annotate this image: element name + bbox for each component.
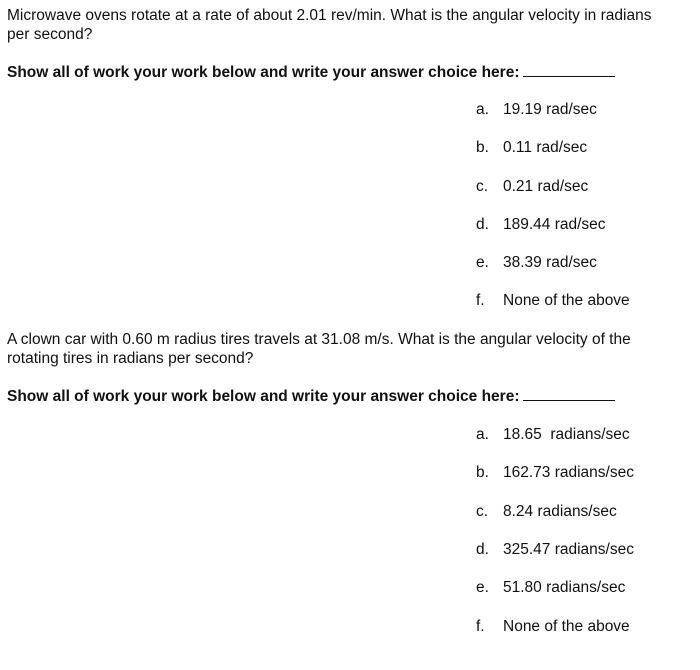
choice-letter: f.: [476, 292, 485, 309]
choice-letter: c.: [476, 503, 489, 520]
question-2-choice-d: [476, 541, 634, 559]
choice-text: 325.47 radians/sec: [503, 541, 634, 558]
choice-text: 0.21 rad/sec: [503, 178, 589, 195]
question-2-choice-f: [476, 618, 630, 636]
choice-text: 51.80 radians/sec: [503, 579, 626, 596]
question-2-prompt: A clown car with 0.60 m radius tires travels at 31.08 m/s. What is the angular velocity of the rotating tires in radians per second?: [7, 331, 631, 367]
choice-letter: e.: [476, 254, 489, 271]
choice-letter: b.: [476, 464, 489, 481]
question-2-choice-a: [476, 426, 630, 444]
choice-letter: c.: [476, 178, 489, 195]
question-2-choice-e: [476, 579, 625, 597]
choice-letter: f.: [476, 618, 485, 635]
question-1-choice-a: [476, 101, 597, 119]
choice-text: 8.24 radians/sec: [503, 503, 617, 520]
question-2-instruction: [7, 388, 615, 406]
question-1-choice-b: [476, 139, 587, 157]
choice-letter: b.: [476, 139, 489, 156]
choice-text: None of the above: [503, 618, 630, 635]
question-1-answer-blank[interactable]: [523, 64, 615, 77]
question-1-choice-e: [476, 254, 597, 272]
choice-text: 0.11 rad/sec: [503, 139, 588, 156]
choice-text: 38.39 rad/sec: [503, 254, 597, 271]
choice-text: 19.19 rad/sec: [503, 101, 597, 118]
question-1-prompt: Microwave ovens rotate at a rate of about 2.01 rev/min. What is the angular velocity in radians per second?: [7, 7, 652, 43]
question-1-choice-d: [476, 216, 606, 234]
choice-letter: a.: [476, 426, 489, 443]
choice-text: 18.65 radians/sec: [503, 426, 630, 443]
choice-letter: d.: [476, 216, 489, 233]
choice-text: 162.73 radians/sec: [503, 464, 634, 481]
choice-text: None of the above: [503, 292, 630, 309]
question-1-instruction: [7, 64, 615, 82]
question-1-instruction-text: Show all of work your work below and write your answer choice here:: [7, 64, 520, 81]
question-1-choice-f: [476, 292, 630, 310]
question-2-answer-blank[interactable]: [523, 388, 615, 401]
question-2-instruction-text: Show all of work your work below and write your answer choice here:: [7, 388, 520, 405]
choice-text: 189.44 rad/sec: [503, 216, 606, 233]
question-1-choice-c: [476, 178, 588, 196]
choice-letter: a.: [476, 101, 489, 118]
choice-letter: d.: [476, 541, 489, 558]
choice-letter: e.: [476, 579, 489, 596]
question-2-choice-c: [476, 503, 617, 521]
question-2-choice-b: [476, 464, 634, 482]
